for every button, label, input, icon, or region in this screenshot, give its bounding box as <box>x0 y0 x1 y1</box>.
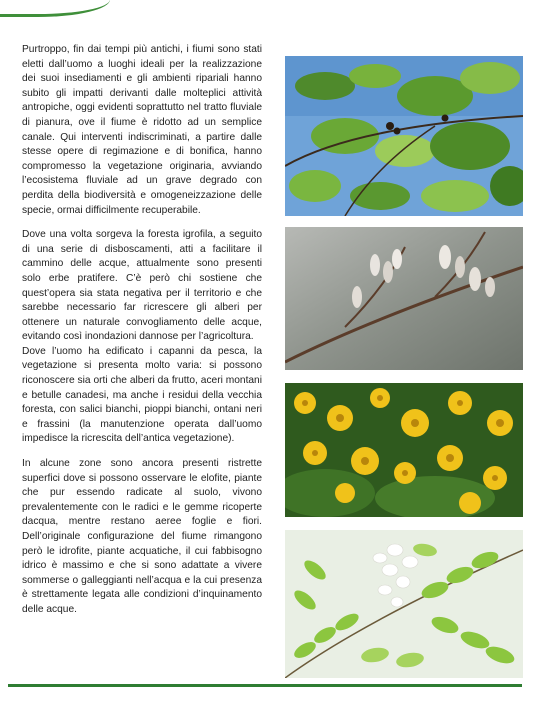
paragraph-1: Purtroppo, fin dai tempi più antichi, i fiumi sono stati eletti dall’uomo a luoghi ideali per la realizzazione dei suoi insediamenti e gli ambienti ripariali hanno subito gli impatti derivanti dalle molteplici attività antropiche, oggi evidenti soprattutto nel tratto fluviale di pianura, ove il fiume è ridotto ad un semplice canale. Qui interventi indiscriminati, a partire dalle stesse opere di regimazione e di bonifica, hanno compromesso la vegetazione originaria, avviando l’ecosistema fluviale ad un grave degrado con perdita della biodiversità e omogeneizzazione delle specie, ormai difficilmente recuperabile. <box>22 44 262 216</box>
photo-willow-catkins <box>285 227 523 370</box>
article-body <box>22 43 262 618</box>
photo-alder-leaves <box>285 56 523 216</box>
top-decoration <box>0 0 540 22</box>
photo-yellow-flowers <box>285 383 523 517</box>
paragraph-3: Dove l’uomo ha edificato i capanni da pesca, la vegetazione si presenta molto varia: si possono riconoscere sia orti che alberi da frutto, aceri montani e betulle canadesi, ma anche i residui della vecchia foresta, con salici bianchi, pioppi bianchi, ontani neri e frassini (la manutenzione operata dall’uomo impedisce la ricrescita dell’antica vegetazione). <box>22 345 262 445</box>
photo-acacia-flowers <box>285 530 523 678</box>
paragraph-2: Dove una volta sorgeva la foresta igrofila, a seguito di una serie di disboscamenti, atti a facilitare il cammino delle acque, attualmente sono presenti solo erbe pratifere. C’è però chi sostiene che quest’opera sia stata negativa per il territorio e che sarebbe necessario far ricrescere gli alberi per ottenere un naturale convogliamento delle acque, evitando così inondazioni dannose per l’agricoltura. <box>22 229 262 343</box>
top-corner-swoosh <box>0 0 110 17</box>
footer-rule <box>8 684 522 687</box>
paragraph-4: In alcune zone sono ancora presenti ristrette superfici dove si possono osservare le elofite, piante che pur essendo radicate al suolo, vivono prevalentemente con le radici e le gemme ricoperte dacqua, mentre restano aeree foglie e fiori. Dell’originale configurazione del fiume rimangono però le idrofite, piante acquatiche, il cui fabbisogno idrico è massimo e che si sono adattate a vivere sommerse o galleggianti nell’acqua e la cui presenza è strettamente legata alle condizioni d’inquinamento delle acque. <box>22 458 262 615</box>
